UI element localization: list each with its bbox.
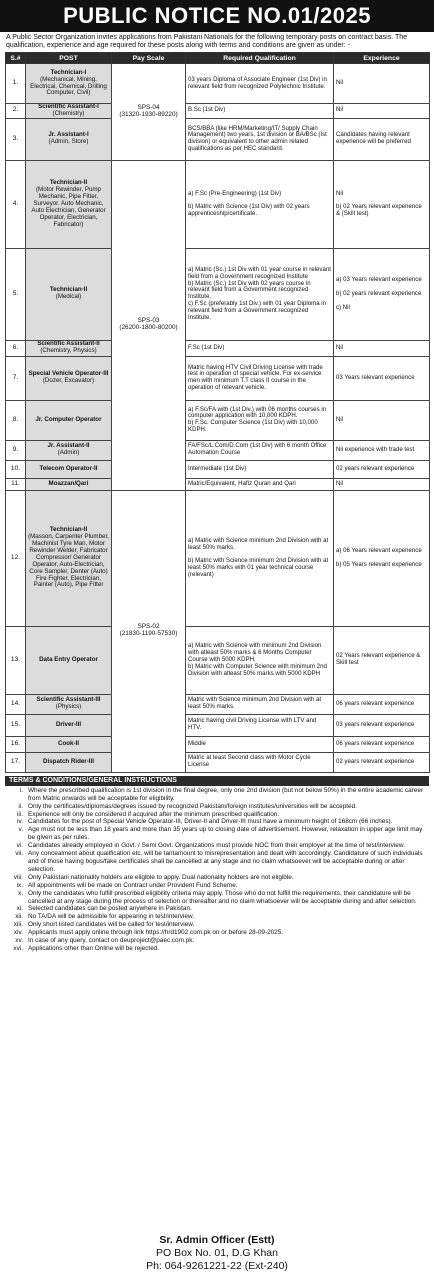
table-row <box>6 356 430 400</box>
row-serial: 1. <box>6 64 26 104</box>
table-row <box>6 400 430 440</box>
row-experience: 02 years relevant experience <box>334 460 430 478</box>
post-title: Moazzan/Qari <box>48 479 89 487</box>
row-experience: Nil <box>334 400 430 440</box>
term-item <box>5 811 429 819</box>
table-row <box>6 340 430 356</box>
post-subtitle: (Physics) <box>55 703 82 711</box>
row-serial: 13. <box>6 626 26 694</box>
row-experience: 03 years relevant experience <box>334 714 430 736</box>
table-row <box>6 118 430 160</box>
pay-grade: SPS-02 <box>137 623 160 631</box>
header-pay-scale: Pay Scale <box>112 53 186 64</box>
row-serial: 12. <box>6 490 26 626</box>
table-header-row <box>6 53 430 64</box>
term-text: In case of any query, contact on deuproject@paec.com.pk. <box>28 937 195 945</box>
row-serial: 10. <box>6 460 26 478</box>
row-post <box>26 104 112 119</box>
row-qualification: Matric having civil Driving License with LTV and HTV. <box>186 714 334 736</box>
row-post <box>26 248 112 340</box>
term-number: i. <box>19 786 23 794</box>
row-qualification: Matric having HTV Civil Driving License with trade test in operation of special vehicle. For ex-service men with minimum T.T class II course in the operation of relevant vehicle. <box>186 356 334 400</box>
table-row <box>6 490 430 626</box>
row-post <box>26 64 112 104</box>
term-text: Applicants must apply online through link https://hrd1902.com.pk on or before 28-09-2025. <box>28 929 284 937</box>
term-text: All appointments will be made on Contract under Provident Fund Scheme. <box>28 881 238 889</box>
pay-range: (31320-1930-89220) <box>119 110 178 118</box>
term-text: Candidates already employed in Govt. / Semi Govt. Organizations must provide NOC from their employer at the time of test/interview. <box>28 842 405 850</box>
row-qualification: a) Matric with Science with minimum 2nd Division with atleast 50% marks & 6 Months Computer Course with 5000 KDPH. b) Matric with Computer Science with minimum 2nd Division with atleast 50% marks with 5000 KDPH <box>186 626 334 694</box>
row-qualification: 03 years Diploma of Associate Engineer (1st Div) in relevant field from recognized Polytechnic Institute. <box>186 64 334 104</box>
term-text: Any concealment about qualification etc. will be tantamount to misrepresentation and dealt with accordingly. Candidature of such individuals and of those having bogus/fake certificates shall be cancelled at any stage and no claim whatsoever will be acceptable during or after selection. <box>28 850 423 873</box>
term-item <box>5 937 429 945</box>
row-serial: 7. <box>6 356 26 400</box>
row-post <box>26 400 112 440</box>
header-qualification: Required Qualification <box>186 53 334 64</box>
post-title: Technician-II <box>49 286 88 294</box>
term-text: Age must not be less than 18 years and more than 35 years up to closing date of advertisement. However, relaxation in upper age limit may be given as per rules. <box>28 826 423 842</box>
table-row <box>6 752 430 772</box>
row-qualification: Matric with Science minimum 2nd Division with at least 50% marks. <box>186 694 334 714</box>
term-text: Only short listed candidates will be called for test/interview. <box>28 921 195 929</box>
terms-list <box>5 787 429 953</box>
pay-range: (26200-1800-80200) <box>119 324 178 332</box>
post-subtitle: (Admin) <box>57 449 80 457</box>
post-title: Driver-III <box>55 720 82 728</box>
table-row <box>6 714 430 736</box>
row-experience: 02 Years relevant experience & Skill test <box>334 626 430 694</box>
terms-heading: TERMS & CONDITIONS/GENERAL INSTRUCTIONS <box>5 776 429 786</box>
posts-table <box>5 52 430 773</box>
row-serial: 11. <box>6 478 26 490</box>
term-item <box>5 850 429 874</box>
term-number: xvi. <box>13 944 23 952</box>
row-post <box>26 714 112 736</box>
table-row <box>6 460 430 478</box>
row-experience: a) 06 Years relevant experience b) 05 Years relevant experience <box>334 490 430 626</box>
row-experience: Candidates having relevant experience will be preferred <box>334 118 430 160</box>
header-post: POST <box>26 53 112 64</box>
table-row <box>6 626 430 694</box>
table-row <box>6 160 430 248</box>
row-qualification: a) Matric (Sc.) 1st Div with 01 year course in relevant field from a Government recognized Institute b) Matric (Sc.) 1st Div with 02 years course in relevant field from a Government recognized Institute. c) F.Sc (preferably 1st Div.) with 01 year Diploma in relevant field from a Government recognized Institute. <box>186 248 334 340</box>
row-post <box>26 694 112 714</box>
term-text: Applications other than Online will be rejected. <box>28 944 160 952</box>
term-number: viii. <box>13 873 23 881</box>
post-title: Cook-II <box>58 739 79 747</box>
post-subtitle: (Medical) <box>55 293 82 301</box>
row-post <box>26 118 112 160</box>
row-experience: Nil <box>334 340 430 356</box>
table-row <box>6 478 430 490</box>
post-title: Jr. Computer Operator <box>35 415 102 423</box>
term-number: x. <box>18 889 23 897</box>
table-row <box>6 736 430 752</box>
signature-phone: Ph: 064-9261221-22 (Ext-240) <box>146 1260 288 1272</box>
row-qualification: Intermediate (1st Div) <box>186 460 334 478</box>
pay-grade: SPS-04 <box>137 104 160 111</box>
row-experience: 02 years relevant experience <box>334 752 430 772</box>
row-serial: 9. <box>6 440 26 460</box>
table-row <box>6 64 430 104</box>
table-row <box>6 104 430 119</box>
row-post <box>26 460 112 478</box>
post-subtitle: (Admin, Store) <box>48 138 89 146</box>
row-serial: 5. <box>6 248 26 340</box>
post-subtitle: (Chemistry, Physics) <box>40 347 97 355</box>
post-subtitle: (Dozer, Excavator) <box>42 377 95 385</box>
post-title: Dispatch Rider-III <box>43 757 94 765</box>
row-serial: 14. <box>6 694 26 714</box>
pay-range: (21830-1190-57530) <box>119 630 178 638</box>
term-text: Candidates for the post of Special Vehicle Operator-III, Driver-II and Driver-III must have a minimum height of 168cm (66 inches). <box>28 818 393 826</box>
row-serial: 16. <box>6 736 26 752</box>
term-number: iii. <box>16 810 23 818</box>
row-post <box>26 440 112 460</box>
row-experience: 06 years relevant experience <box>334 694 430 714</box>
row-post <box>26 736 112 752</box>
row-qualification: B.Sc (1st Div) <box>186 104 334 119</box>
post-subtitle: (Chemistry) <box>52 109 85 117</box>
table-row <box>6 694 430 714</box>
post-subtitle: (Motor Rewinder, Pump Mechanic, Pipe Fitter, Surveyor. Auto Mechanic, Auto Electrician, Generator Operator, Electrician, Fabricator) <box>31 186 106 228</box>
notice-title: PUBLIC NOTICE NO.01/2025 <box>0 0 434 32</box>
signature-block <box>0 1234 434 1273</box>
term-number: ix. <box>16 881 23 889</box>
row-qualification: FA/FSc/L.Com/D.Com (1st Div) with 6 month Office Automation Course <box>186 440 334 460</box>
post-title: Technician-II <box>49 526 88 534</box>
row-experience: a) 03 Years relevant experience b) 02 years relevant experience c) Nil <box>334 248 430 340</box>
term-item <box>5 913 429 921</box>
term-number: iv. <box>17 818 23 826</box>
term-item <box>5 818 429 826</box>
row-qualification: a) F.Sc (Pre-Engineering) (1st Div) b) Matric with Science (1st Div) with 02 years apprenticeship/certificate. <box>186 160 334 248</box>
row-serial: 3. <box>6 118 26 160</box>
pay-scale-cell <box>112 490 186 772</box>
row-post <box>26 160 112 248</box>
table-row <box>6 440 430 460</box>
row-serial: 4. <box>6 160 26 248</box>
term-text: Only Pakistani nationality holders are eligible to apply. Dual nationality holders are not eligible. <box>28 873 294 881</box>
row-qualification: Matric at least Second class with Motor Cycle License <box>186 752 334 772</box>
row-post <box>26 752 112 772</box>
term-item <box>5 882 429 890</box>
term-number: ii. <box>18 802 23 810</box>
term-item <box>5 921 429 929</box>
signature-title: Sr. Admin Officer (Estt) <box>159 1234 275 1246</box>
term-item <box>5 787 429 803</box>
row-post <box>26 356 112 400</box>
post-title: Technician-I <box>50 68 87 76</box>
pay-grade: SPS-03 <box>137 317 160 325</box>
term-item <box>5 842 429 850</box>
row-serial: 8. <box>6 400 26 440</box>
term-item <box>5 905 429 913</box>
row-experience: Nil <box>334 64 430 104</box>
notice-intro: A Public Sector Organization invites applications from Pakistani Nationals for the following temporary posts on contract basis. The qualification, experience and age required for these posts along with terms and conditions are given as under: - <box>6 34 408 49</box>
post-title: Jr. Assistant-II <box>47 442 90 450</box>
row-experience: Nil <box>334 104 430 119</box>
row-serial: 17. <box>6 752 26 772</box>
post-title: Data Entry Operator <box>39 655 98 663</box>
header-experience: Experience <box>334 53 430 64</box>
term-number: xv. <box>15 937 23 945</box>
pay-scale-cell <box>112 160 186 490</box>
row-qualification: Middle <box>186 736 334 752</box>
term-text: Where the prescribed qualification is 1st division in the final degree, only one 2nd division (but not below 50%) in the entire academic career from Matric onwards will be acceptable for eligibility. <box>28 786 424 802</box>
term-number: xi. <box>16 905 23 913</box>
term-number: xiii. <box>13 921 23 929</box>
signature-address: PO Box No. 01, D.G Khan <box>156 1247 278 1259</box>
term-item <box>5 929 429 937</box>
row-experience: Nil experience with trade test <box>334 440 430 460</box>
term-number: vii. <box>15 850 23 858</box>
pay-scale-cell <box>112 64 186 161</box>
post-title: Scientific Assistant-III <box>36 696 101 704</box>
row-serial: 2. <box>6 104 26 119</box>
post-title: Technician-II <box>49 179 88 187</box>
term-text: Experience will only be considered if acquired after the minimum prescribed qualification. <box>28 810 280 818</box>
row-experience: 03 Years relevant experience <box>334 356 430 400</box>
term-number: vi. <box>16 842 23 850</box>
row-serial: 15. <box>6 714 26 736</box>
term-number: xii. <box>15 913 23 921</box>
row-post <box>26 340 112 356</box>
row-qualification: BCS/BBA (like HRM/Marketing/IT/ Supply Chain Management) two years, 1st division or BA/BSc (Ist division) or equivalent to other admin related qualifications as per HEC standard. <box>186 118 334 160</box>
row-qualification: Matric/Equivalent, Hafiz Quran and Qari <box>186 478 334 490</box>
header-sn: S.# <box>6 53 26 64</box>
term-item <box>5 803 429 811</box>
row-qualification: a) Matric with Science minimum 2nd Division with at least 50% marks. b) Matric with Science minimum 2nd Division with at least 50% marks with 01 year technical course (relevant) <box>186 490 334 626</box>
term-text: Selected candidates can be posted anywhere in Pakistan. <box>28 905 192 913</box>
term-item <box>5 826 429 842</box>
table-row <box>6 248 430 340</box>
term-text: No TA/DA will be admissible for appearing in test/interview. <box>28 913 194 921</box>
term-item <box>5 945 429 953</box>
term-item <box>5 874 429 882</box>
post-title: Telecom Operator-II <box>39 464 98 472</box>
row-serial: 6. <box>6 340 26 356</box>
term-number: v. <box>18 826 23 834</box>
term-number: xiv. <box>13 929 23 937</box>
post-subtitle: (Masson, Carpenter Plumber, Machinist Tyre Man, Motor Rewinder Welder, Fabricator Compressor/ Generator Operator, Auto-Electrician, Core Sampler, Denter (Auto) Fire Fighter, Electrician, Painter (Auto), Pipe Fitter <box>28 533 109 589</box>
term-text: Only the candidates who fulfill prescribed eligibility criteria may apply. Those who do not fulfill the requirements, their candidature will be cancelled at any stage during the process of selection or thereafter and no claim whatsoever will be acceptable during and after selection. <box>28 889 417 905</box>
post-title: Scientific Assistant-I <box>38 103 99 110</box>
term-item <box>5 890 429 906</box>
row-qualification: F.Sc (1st Div) <box>186 340 334 356</box>
post-title: Special Vehicle Operator-III <box>28 370 109 378</box>
row-experience: 06 years relevant experience <box>334 736 430 752</box>
row-experience: Nil <box>334 478 430 490</box>
post-title: Scientific Assistant-II <box>37 340 100 348</box>
post-title: Jr. Assistant-I <box>48 131 89 139</box>
row-qualification: a) F.Sc/FA with (1st Div.) with 06 months courses in computer application with 10,000 KDPH. b) F.Sc. Computer Science (1st Div) with 10,000 KDPH. <box>186 400 334 440</box>
row-experience: Nil b) 02 Years relevant experience & (Skill test) <box>334 160 430 248</box>
post-subtitle: (Mechanical, Mining, Electrical, Chemical, Drilling Computer, Civil) <box>30 75 107 97</box>
row-post <box>26 626 112 694</box>
row-post <box>26 478 112 490</box>
term-text: Only the certificates/diplomas/degrees issued by recognized Pakistani/foreign institutes/universities will be accepted. <box>28 802 357 810</box>
row-post <box>26 490 112 626</box>
